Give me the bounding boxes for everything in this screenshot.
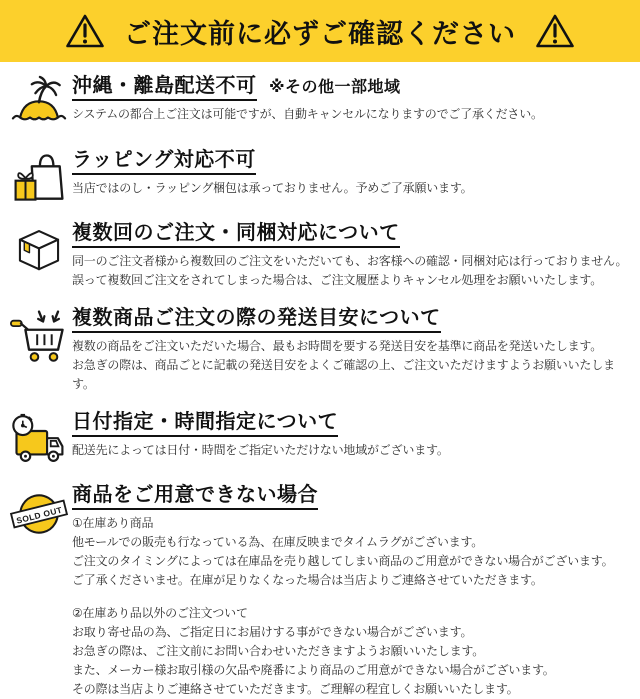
section-body-line: 当店ではのし・ラッピング梱包は承っておりません。予めご了承願います。 [72,181,473,195]
section-body-line: お急ぎの際は、ご注文前にお問い合わせいただきますようお願いいたします。 [72,644,485,658]
section-wrapping [6,149,634,205]
section-shipping-estimate [6,307,634,394]
confirmation-banner [0,0,640,62]
package-box-icon [6,222,72,278]
section-body-line: その際は当店よりご連絡させていただきます。ご理解の程宜しくお願いいたします。 [72,682,519,696]
sold-out-icon [6,484,72,542]
section-body-line: 複数の商品をご注文いただいた場合、最もお時間を要する発送目安を基準に商品を発送いたします。 [72,339,603,353]
section-date-time [6,411,634,467]
sold-out-label: SOLD OUT [15,504,64,526]
warning-triangle-icon [64,12,106,50]
section-body-line: 同一のご注文者様から複数回のご注文をいただいても、お客様への確認・同梱対応は行っておりません。 [72,254,628,268]
section-title: 複数商品ご注文の際の発送目安について [72,307,441,333]
section-body-line: 配送先によっては日付・時間をご指定いただけない地域がございます。 [72,443,449,457]
section-body-line: ①在庫あり商品 [72,516,154,530]
section-title-note: ※その他一部地域 [268,79,401,96]
warning-triangle-icon [534,12,576,50]
delivery-truck-clock-icon [6,411,72,467]
section-okinawa-shipping [6,74,634,132]
gift-bag-icon [6,149,72,205]
section-multiple-orders [6,222,634,290]
section-body-line: 誤って複数回ご注文をされてしまった場合は、ご注文履歴よりキャンセル処理をお願いいたします。 [72,273,603,287]
section-body-line: お取り寄せ品の為、ご指定日にお届けする事ができない場合がございます。 [72,625,473,639]
section-body-line: 他モールでの販売も行なっている為、在庫反映までタイムラグがございます。 [72,535,484,549]
section-body-line: ご注文のタイミングによっては在庫品を売り越してしまい商品のご用意ができない場合がございます。 [72,554,614,568]
cart-arrows-icon [6,307,72,365]
section-body-line: システムの都合上ご注文は可能ですが、自動キャンセルになりますのでご了承ください。 [72,107,543,121]
section-body-line: また、メーカー様お取引様の欠品や廃番により商品のご用意ができない場合がございます。 [72,663,555,677]
notice-list [0,62,640,699]
section-item-unavailable [6,484,634,699]
section-title: 商品をご用意できない場合 [72,484,318,510]
section-body-line: ②在庫あり品以外のご注文ついて [72,606,248,620]
island-palm-icon [6,74,72,132]
section-title: ラッピング対応不可 [72,149,256,175]
page-title: ご注文前に必ずご確認ください [124,18,516,49]
section-body-line: ご了承くださいませ。在庫が足りなくなった場合は当店よりご連絡させていただきます。 [72,573,543,587]
section-title: 沖縄・離島配送不可 [72,75,257,101]
section-title: 複数回のご注文・同梱対応について [72,222,400,248]
section-title: 日付指定・時間指定について [72,411,338,437]
section-body-line: お急ぎの際は、商品ごとに記載の発送目安をよくご確認の上、ご注文いただけますようお願いいたします。 [72,358,615,391]
